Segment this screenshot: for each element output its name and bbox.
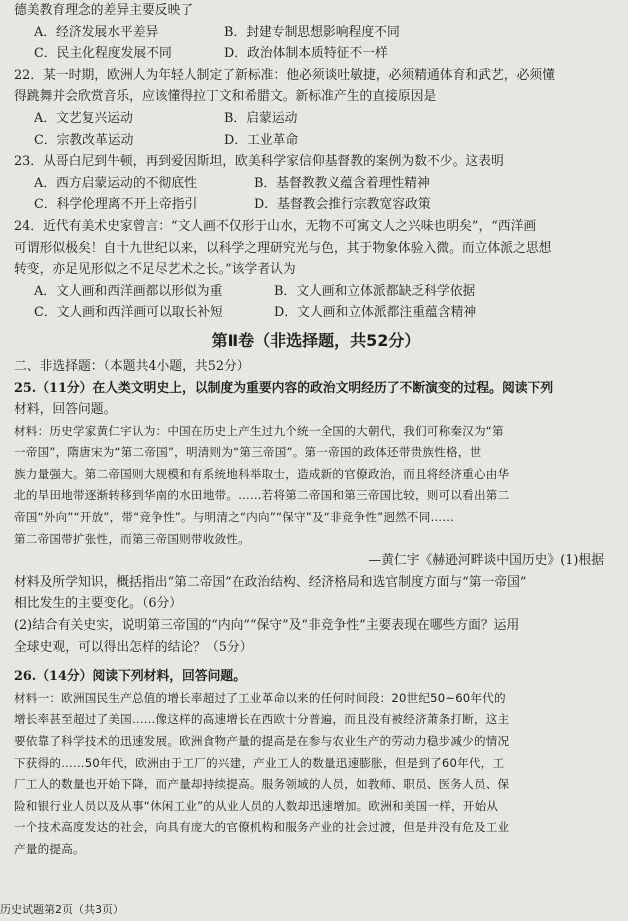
- q23-option-c: C．科学伦理离不开上帝指引: [34, 197, 198, 213]
- q24-stem-line: 转变，亦足见形似之不足尽艺术之长。”该学者认为: [14, 262, 296, 278]
- q26-material-line: 险和银行业人员以及从事“休闲工业”的从业人员的人数却迅速增加。欧洲和美国一样，开始从: [14, 798, 499, 813]
- q26-material-line: 一个技术高度发达的社会，向具有庞大的官僚机构和服务产业的社会过渡，但是并没有危及工业: [14, 820, 510, 835]
- q24-option-c: C．文人画和西洋画可以取长补短: [34, 305, 223, 321]
- q22-stem-line: 得跳舞并会欣赏音乐，应该懂得拉丁文和希腊文。新标准产生的直接原因是: [14, 89, 437, 105]
- q21-options-row1: [14, 22, 618, 44]
- q22-option-c: C．宗教改革运动: [34, 132, 134, 148]
- q24-stem-line: 可谓形似极矣！自十九世纪以来，以科学之理研究光与色，其于物象体验入微。而立体派之思想: [14, 240, 552, 256]
- q22-options-row2: [14, 130, 618, 152]
- q26-material-line: 下获得的……50年代，欧洲由于工厂的兴建，产业工人的数量迅速膨胀，但是到了60年代，工: [14, 755, 505, 770]
- q25-material-line: 帝国“外向”“开放”，带“竞争性”。与明清之“内向”“保守”及“非竞争性”迥然不同……: [14, 510, 455, 525]
- q25-material-line: 材料：历史学家黄仁宇认为：中国在历史上产生过九个统一全国的大朝代，我们可称秦汉为“第: [14, 423, 504, 438]
- section-intro: 二、非选择题：（本题共4小题，共52分）: [14, 358, 250, 374]
- q26-material-line: 厂工人的数量也开始下降，而产量却持续提高。服务领域的人员，如教师、职员、医务人员、保: [14, 777, 510, 792]
- q21-stem: 德美教育理念的差异主要反映了: [14, 3, 194, 18]
- q25-material-line: 族力量强大。第二帝国则大规模和有系统地科举取士，造成新的官僚政治，而且将经济重心由华: [14, 466, 510, 481]
- q22-option-d: D．工业革命: [224, 132, 299, 148]
- q21-option-a: A．经济发展水平差异: [34, 24, 159, 40]
- q26-material-line: 要依靠了科学技术的迅速发展。欧洲食物产量的提高是在参与农业生产的劳动力稳步减少的情况: [14, 734, 510, 748]
- q24-option-d: D．文人画和立体派都注重蕴含精神: [274, 305, 477, 321]
- q24-options-row2: [14, 302, 618, 324]
- q25-ask1-line: 相比发生的主要变化。（6分）: [14, 596, 183, 612]
- q26-stem-line: 26.（14分）阅读下列材料，回答问题。: [14, 669, 247, 685]
- q25-material-line: 一帝国”，隋唐宋为“第二帝国”，明清则为“第三帝国”。第一帝国的政体还带贵族性格，世: [14, 445, 482, 460]
- q21-option-b: B．封建专制思想影响程度不同: [224, 24, 400, 40]
- q23-option-b: B．基督教教义蕴含着理性精神: [254, 175, 430, 191]
- q26-material-line: 材料一：欧洲国民生产总值的增长率超过了工业革命以来的任何时间段：20世纪50~60年代的: [14, 690, 506, 705]
- q22-option-a: A．文艺复兴运动: [34, 110, 133, 126]
- q25-material-line: 北的旱田地带逐渐转移到华南的水田地带。……若将第二帝国和第三帝国比较，则可以看出第二: [14, 488, 510, 503]
- q23-option-a: A．西方启蒙运动的不彻底性: [34, 175, 197, 191]
- q25-ask1-line: 材料及所学知识，概括指出“第二帝国”在政治结构、经济格局和选官制度方面与“第一帝国”: [14, 574, 527, 590]
- q21-options-row2: [14, 43, 618, 65]
- q26-material-line: 增长率甚至超过了美国……像这样的高速增长在西欧十分普遍，而且没有被经济萧条打断，这主: [14, 712, 510, 727]
- q23-options-row2: [14, 194, 618, 216]
- q22-option-b: B．启蒙运动: [224, 110, 298, 126]
- q23-options-row1: [14, 173, 618, 195]
- q25-stem-line: 材料，回答问题。: [14, 402, 117, 418]
- q24-stem-line: 24．近代有美术史家曾言：“文人画不仅形于山水，无物不可寓文人之兴味也明矣”，“西洋画: [14, 218, 537, 234]
- q25-stem-line: 25.（11分）在人类文明史上，以制度为重要内容的政治文明经历了不断演变的过程。阅读下列: [14, 380, 554, 396]
- q22-stem-line: 22．某一时期，欧洲人为年轻人制定了新标准：他必须谈吐敏捷，必须精通体育和武艺，必须懂: [14, 67, 555, 83]
- q24-option-b: B．文人画和立体派都缺乏科学依据: [274, 283, 476, 299]
- page-footer: 历史试题第2页（共3页）: [0, 903, 124, 916]
- q22-options-row1: [14, 108, 618, 130]
- q23-stem-line: 23．从哥白尼到牛顿，再到爱因斯坦，欧美科学家信仰基督教的案例为数不少。这表明: [14, 154, 504, 170]
- q23-option-d: D．基督教会推行宗教宽容政策: [254, 197, 431, 213]
- q21-option-c: C．民主化程度发展不同: [34, 46, 172, 62]
- q24-option-a: A．文人画和西洋画都以形似为重: [34, 283, 223, 299]
- section-title: 第Ⅱ卷（非选择题，共52分）: [211, 330, 421, 350]
- q21-option-d: D．政治体制本质特征不一样: [224, 46, 388, 62]
- q25-ask2-line: 全球史观，可以得出怎样的结论？（5分）: [14, 639, 253, 655]
- q24-options-row1: [14, 281, 618, 303]
- q25-ask2-line: (2)结合有关史实，说明第三帝国的“内向”“保守”及“非竞争性”主要表现在哪些方面？运用: [14, 618, 520, 634]
- q25-source: —黄仁宇《赫逊河畔谈中国历史》(1)根据: [368, 553, 604, 569]
- q25-material-line: 第二帝国带扩张性，而第三帝国则带收敛性。: [14, 531, 250, 546]
- q26-material-line: 产量的提高。: [14, 841, 85, 856]
